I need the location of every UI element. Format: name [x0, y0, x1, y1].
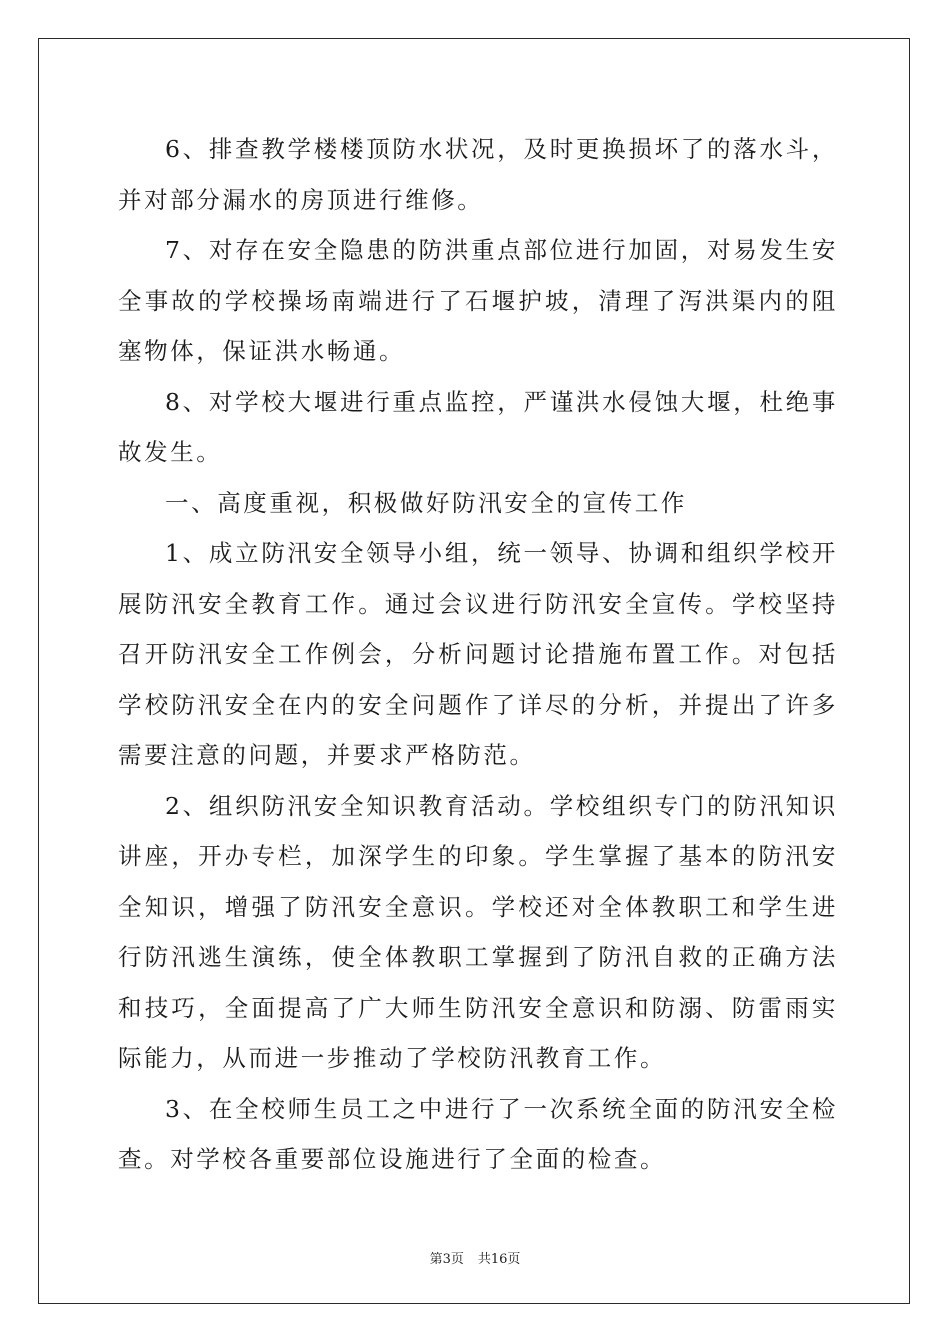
section-heading: 一、高度重视，积极做好防汛安全的宣传工作 — [165, 488, 687, 517]
page-total: 共16页 — [477, 1252, 521, 1267]
paragraph-item-1: 1、成立防汛安全领导小组，统一领导、协调和组织学校开展防汛安全教育工作。通过会议进行防汛安全宣传。学校坚持召开防汛安全工作例会，分析问题讨论措施布置工作。对包括学校防汛安全在内的安全问题作了详尽的分析，并提出了许多需要注意的问题，并要求严格防范。 — [118, 539, 838, 769]
paragraph-item-8: 8、对学校大堰进行重点监控，严谨洪水侵蚀大堰，杜绝事故发生。 — [118, 387, 838, 466]
paragraph-item-6: 6、排查教学楼楼顶防水状况，及时更换损坏了的落水斗，并对部分漏水的房顶进行维修。 — [118, 135, 838, 214]
paragraph-item-3: 3、在全校师生员工之中进行了一次系统全面的防汛安全检查。对学校各重要部位设施进行了全面的检查。 — [118, 1094, 838, 1173]
page-number: 第3页 — [429, 1252, 464, 1267]
document-body — [118, 124, 838, 1185]
page-footer — [0, 1248, 950, 1267]
paragraph-item-2: 2、组织防汛安全知识教育活动。学校组织专门的防汛知识讲座，开办专栏，加深学生的印象。学生掌握了基本的防汛安全知识，增强了防汛安全意识。学校还对全体教职工和学生进行防汛逃生演练，使全体教职工掌握到了防汛自救的正确方法和技巧，全面提高了广大师生防汛安全意识和防溺、防雷雨实际能力，从而进一步推动了学校防汛教育工作。 — [118, 791, 838, 1072]
paragraph-item-7: 7、对存在安全隐患的防洪重点部位进行加固，对易发生安全事故的学校操场南端进行了石堰护坡，清理了泻洪渠内的阻塞物体，保证洪水畅通。 — [118, 236, 838, 365]
